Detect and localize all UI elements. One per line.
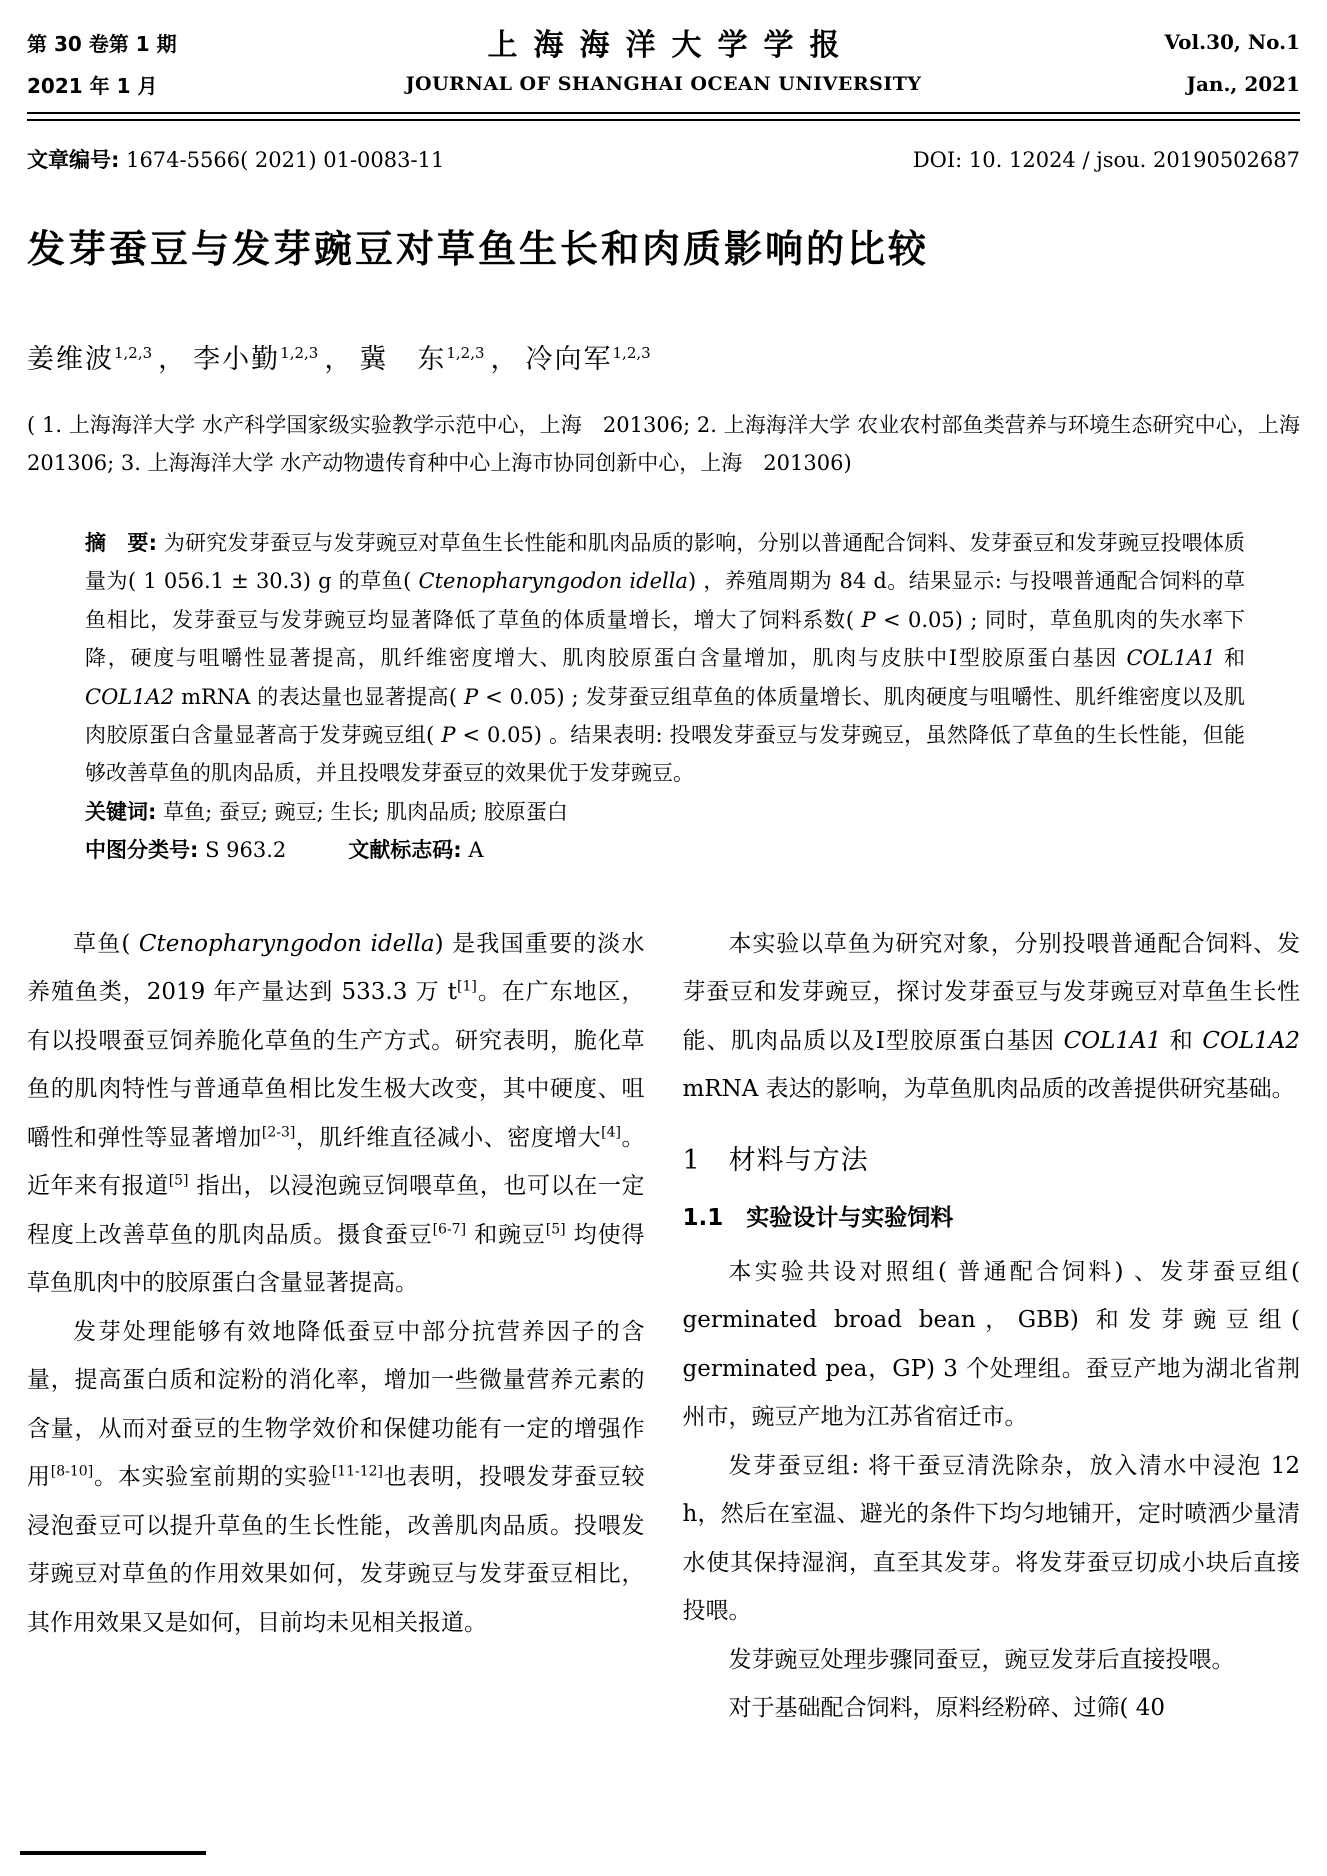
- author-affiliation-superscript: 1,2,3: [612, 344, 651, 362]
- author-affiliation-superscript: 1,2,3: [446, 344, 485, 362]
- methods-paragraph-3: 发芽豌豆处理步骤同蚕豆，豌豆发芽后直接投喂。: [728, 1646, 1235, 1673]
- intro-paragraph-3: 本实验以草鱼为研究对象，分别投喂普通配合饲料、发芽蚕豆和发芽豌豆，探讨发芽蚕豆与发芽豌豆对草鱼生长性能、肌肉品质以及Ⅰ型胶原蛋白基因 COL1A1 和 COL1A2 mRNA 表达的影响，为草鱼肌肉品质的改善提供研究基础。: [682, 930, 1301, 1103]
- affiliation: ( 1. 上海海洋大学 水产科学国家级实验教学示范中心，上海 201306; 2. 上海海洋大学 农业农村部鱼类营养与环境生态研究中心，上海 201306; 3. 上海海洋大学 水产动物遗传育种中心上海市协同创新中心，上海 201306): [27, 413, 1321, 475]
- article-id-label: 文章编号:: [27, 148, 120, 172]
- author-name: 李小勤: [193, 344, 281, 375]
- article-title: 发芽蚕豆与发芽豌豆对草鱼生长和肉质影响的比较: [27, 227, 930, 271]
- issue-number-cn: 第 30 卷第 1 期: [27, 31, 177, 56]
- article-id-value: 1674-5566( 2021) 01-0083-11: [119, 148, 445, 172]
- right-column: [683, 920, 1301, 1733]
- author-separator: ，: [490, 344, 520, 375]
- intro-paragraph-2: 发芽处理能够有效地降低蚕豆中部分抗营养因子的含量，提高蛋白质和淀粉的消化率，增加一些微量营养元素的含量，从而对蚕豆的生物学效价和保健功能有一定的增强作用[8-10]。本实验室前期的实验[11-12]也表明，投喂发芽蚕豆较浸泡蚕豆可以提升草鱼的生长性能，改善肌肉品质。投喂发芽豌豆对草鱼的作用效果如何，发芽豌豆与发芽蚕豆相比，其作用效果又是如何，目前均未见相关报道。: [27, 1318, 645, 1636]
- body-columns: [27, 920, 1300, 1733]
- footnote-rule: [20, 1851, 206, 1855]
- author-name: 冀 东: [359, 344, 447, 375]
- clc-label: 中图分类号:: [85, 838, 199, 863]
- author-separator: ，: [324, 344, 354, 375]
- left-column: [27, 920, 645, 1733]
- section-heading-1: 1 材料与方法: [682, 1144, 869, 1176]
- article-doi: DOI: 10. 12024 / jsou. 20190502687: [912, 148, 1300, 172]
- author-affiliation-superscript: 1,2,3: [280, 344, 319, 362]
- clc-row: [85, 831, 1245, 869]
- keywords-row: [85, 793, 1245, 831]
- author-name: 姜维波: [27, 344, 114, 375]
- section-heading-1-1: 1.1 实验设计与实验饲料: [682, 1204, 954, 1231]
- doc-code-value: A: [461, 838, 484, 863]
- clc-value: S 963.2: [198, 838, 287, 863]
- issue-date-cn: 2021 年 1 月: [27, 73, 158, 98]
- authors-line: [27, 335, 1300, 378]
- author-affiliation-superscript: 1,2,3: [114, 344, 153, 362]
- journal-title-en: JOURNAL OF SHANGHAI OCEAN UNIVERSITY: [405, 73, 922, 95]
- keywords-label: 关键词:: [85, 799, 157, 824]
- header-divider-double-rule: [27, 112, 1300, 121]
- methods-paragraph-4: 对于基础配合饲料，原料经粉碎、过筛( 40: [728, 1695, 1166, 1722]
- methods-paragraph-2: 发芽蚕豆组: 将干蚕豆清洗除杂，放入清水中浸泡 12 h，然后在室温、避光的条件下均匀地铺开，定时喷洒少量清水使其保持湿润，直至其发芽。将发芽蚕豆切成小块后直接投喂。: [682, 1452, 1300, 1625]
- journal-header-row-1: [27, 20, 1300, 64]
- journal-header-row-2: [27, 66, 1300, 102]
- intro-paragraph-1: 草鱼( Ctenopharyngodon idella) 是我国重要的淡水养殖鱼类，2019 年产量达到 533.3 万 t[1]。在广东地区，有以投喂蚕豆饲养脆化草鱼的生产方式。研究表明，脆化草鱼的肌肉特性与普通草鱼相比发生极大改变，其中硬度、咀嚼性和弹性等显著增加[2-3]，肌纤维直径减小、密度增大[4]。近年来有报道[5] 指出，以浸泡豌豆饲喂草鱼，也可以在一定程度上改善草鱼的肌肉品质。摄食蚕豆[6-7] 和豌豆[5] 均使得草鱼肌肉中的胶原蛋白含量显著提高。: [27, 930, 645, 1297]
- article-id: [27, 145, 444, 175]
- keywords-text: 草鱼; 蚕豆; 豌豆; 生长; 肌肉品质; 胶原蛋白: [156, 799, 568, 824]
- doc-code-label: 文献标志码:: [348, 838, 462, 863]
- abstract-paragraph: [85, 524, 1245, 793]
- issue-date-en: Jan., 2021: [1186, 72, 1300, 96]
- article-meta-row: [27, 145, 1300, 175]
- abstract-label: 摘 要:: [85, 531, 158, 555]
- volume-number-en: Vol.30, No.1: [1164, 30, 1300, 54]
- author-separator: ，: [158, 344, 188, 375]
- abstract-section: [85, 524, 1245, 870]
- journal-title-cn: 上海海洋大学学报: [487, 28, 856, 63]
- methods-paragraph-1: 本实验共设对照组( 普通配合饲料) 、发芽蚕豆组( germinated broad bean，GBB) 和发芽豌豆组( germinated pea，GP) 3 个处理组。蚕豆产地为湖北省荆州市，豌豆产地为江苏省宿迁市。: [682, 1258, 1300, 1431]
- author-name: 冷向军: [525, 344, 613, 375]
- abstract-text: 为研究发芽蚕豆与发芽豌豆对草鱼生长性能和肌肉品质的影响，分别以普通配合饲料、发芽蚕豆和发芽豌豆投喂体质量为( 1 056.1 ± 30.3) g 的草鱼( Ctenopharyngodon idella) ，养殖周期为 84 d。结果显示: 与投喂普通配合饲料的草鱼相比，发芽蚕豆与发芽豌豆均显著降低了草鱼的体质量增长，增大了饲料系数( P < 0.05) ; 同时，草鱼肌肉的失水率下降，硬度与咀嚼性显著提高，肌纤维密度增大、肌肉胶原蛋白含量增加，肌肉与皮肤中Ⅰ型胶原蛋白基因 COL1A1 和 COL1A2 mRNA 的表达量也显著提高( P < 0.05) ; 发芽蚕豆组草鱼的体质量增长、肌肉硬度与咀嚼性、肌纤维密度以及肌肉胶原蛋白含量显著高于发芽豌豆组( P < 0.05) 。结果表明: 投喂发芽蚕豆与发芽豌豆，虽然降低了草鱼的生长性能，但能够改善草鱼的肌肉品质，并且投喂发芽蚕豆的效果优于发芽豌豆。: [85, 531, 1246, 786]
